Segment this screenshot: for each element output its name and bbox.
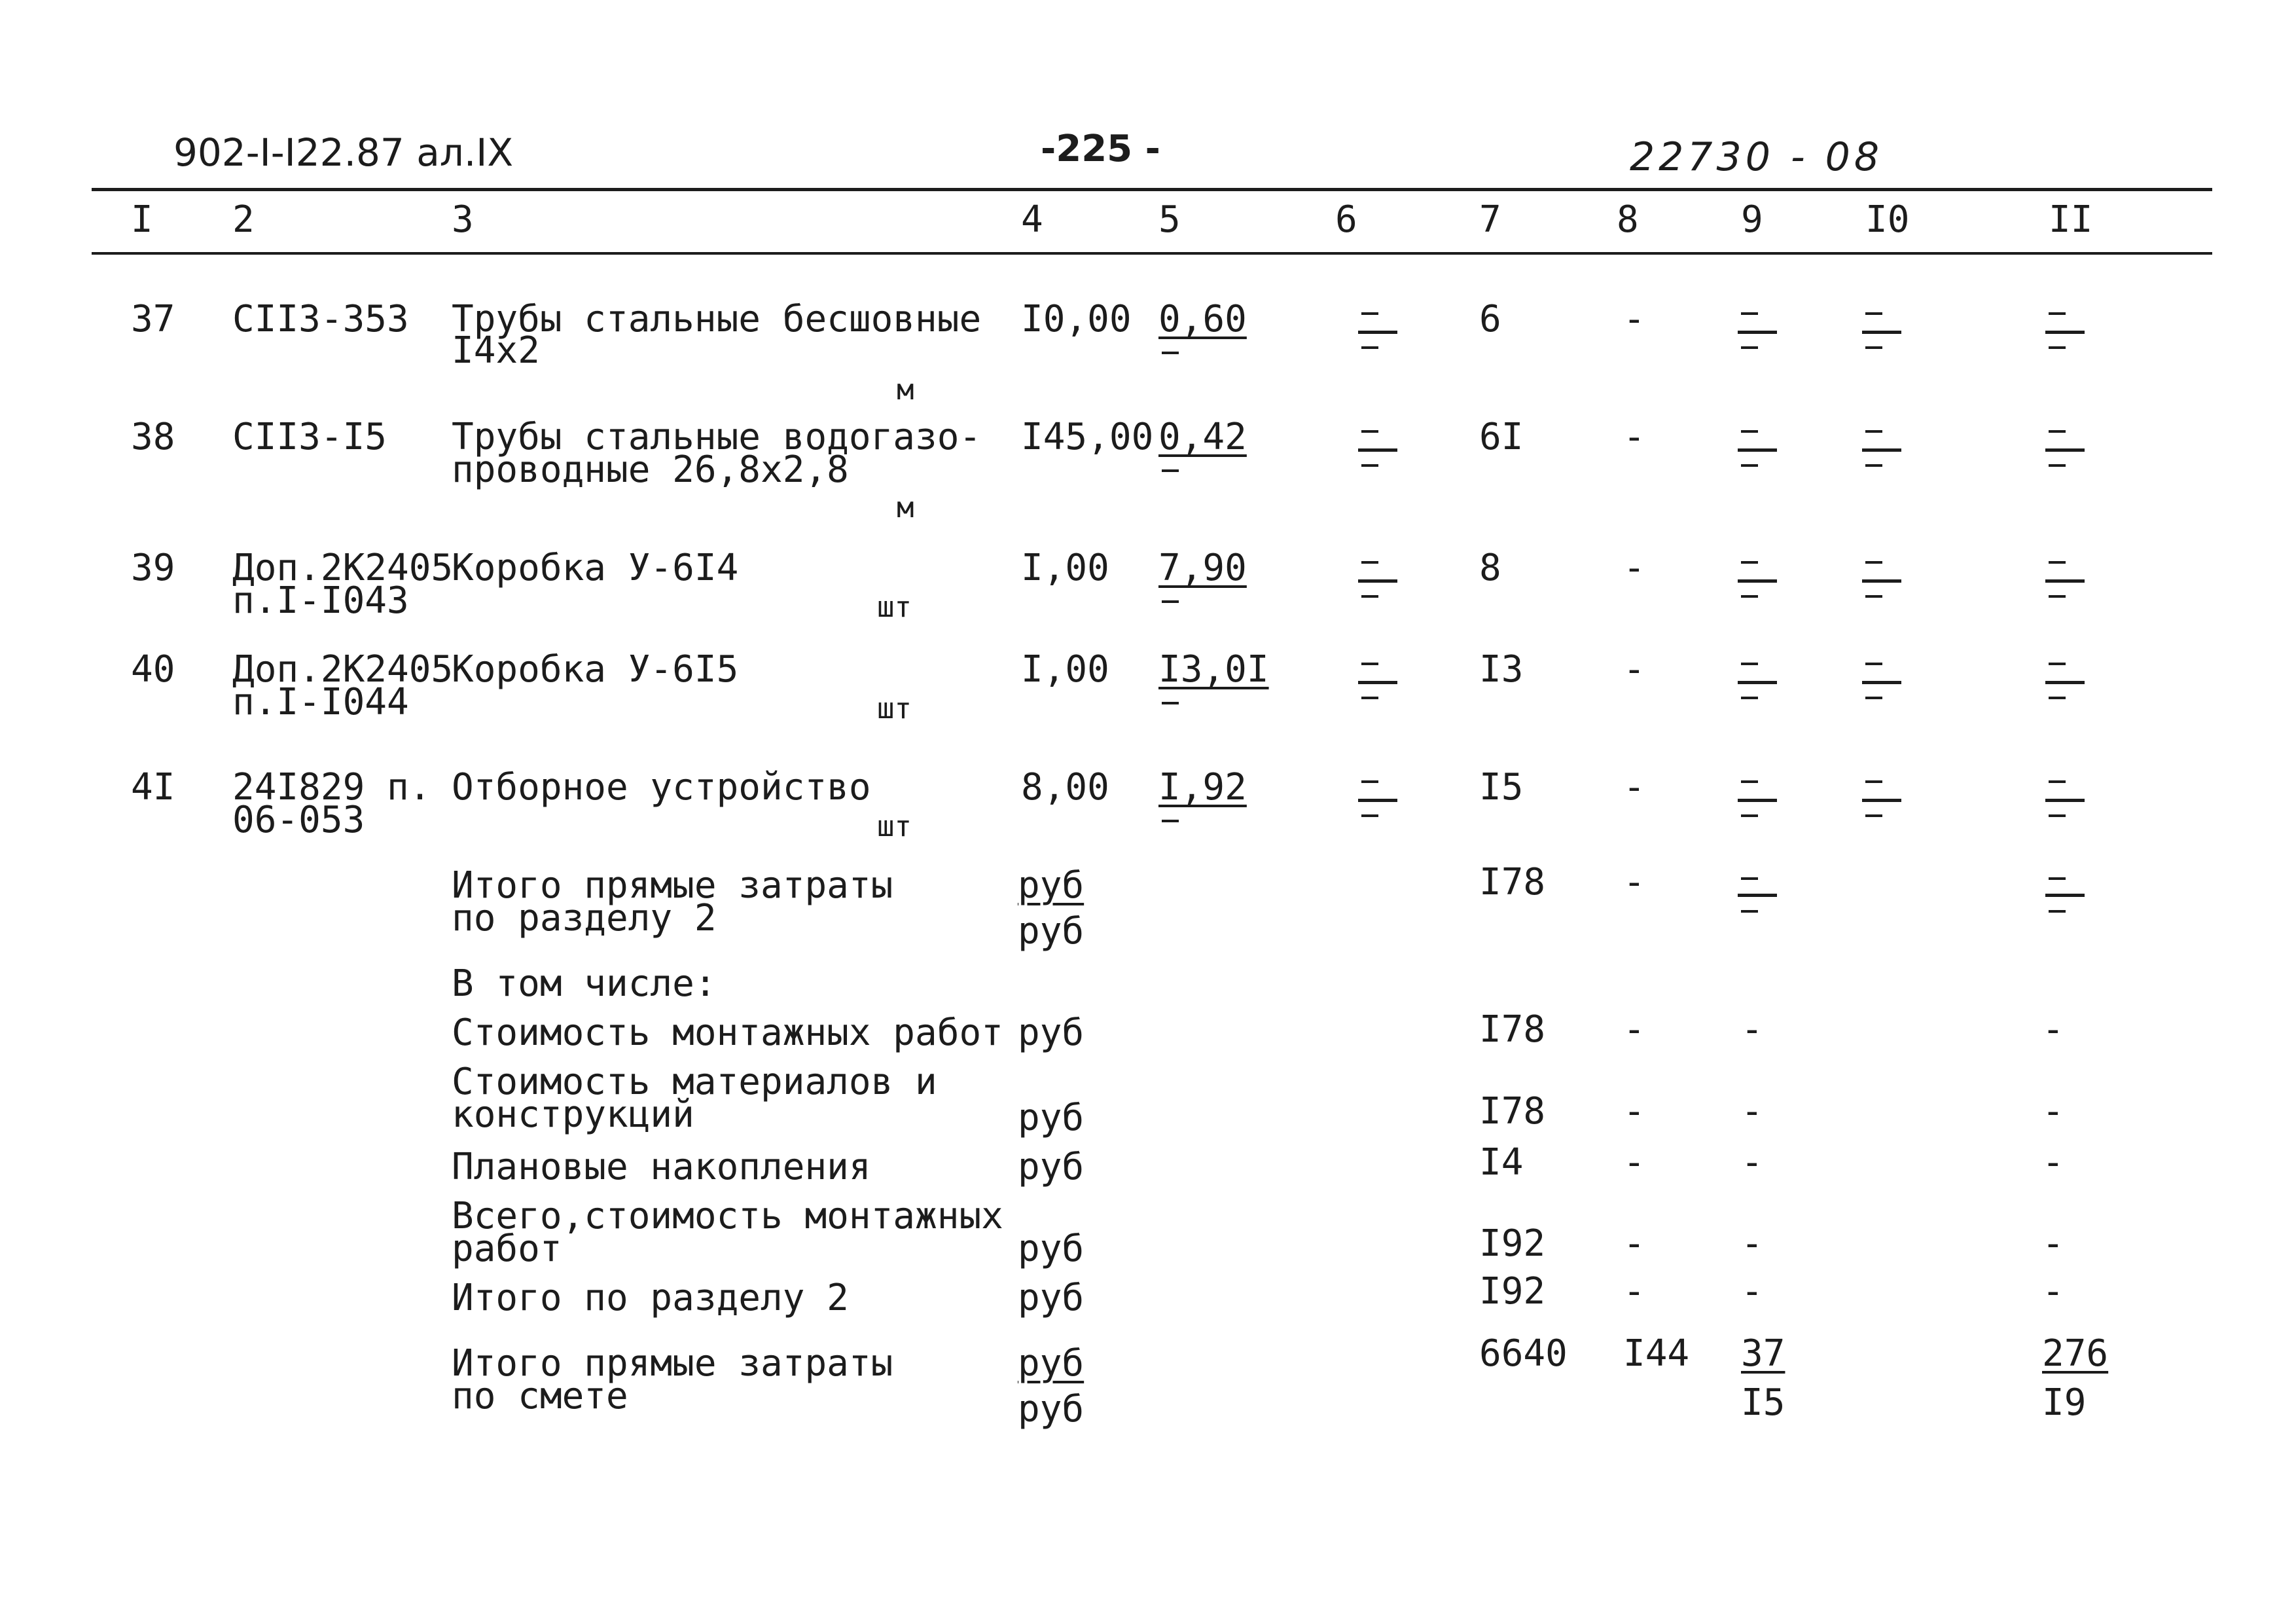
summary-label: Итого прямые затраты: [452, 864, 893, 907]
column-number: 8: [1617, 198, 1639, 241]
empty-mark-bar: [1358, 681, 1397, 684]
row-quantity: I,00: [1021, 648, 1109, 691]
row-number: 38: [131, 416, 175, 458]
empty-mark-lower: [2049, 697, 2066, 699]
empty-mark-bar: [1738, 681, 1777, 684]
row-quantity: I0,00: [1021, 298, 1132, 340]
empty-mark-upper: [1361, 561, 1378, 564]
summary-col8: I44: [1623, 1332, 1690, 1375]
empty-mark-bar: [1862, 579, 1901, 583]
row-number: 39: [131, 547, 175, 589]
empty-mark-bar: [1358, 448, 1397, 452]
empty-mark-bar: [1862, 331, 1901, 334]
summary-col11-top: 276: [2042, 1332, 2109, 1375]
empty-mark-lower: [1162, 352, 1179, 354]
row-unit: м: [897, 373, 914, 407]
empty-mark-lower: [1162, 600, 1179, 603]
empty-mark-upper: [1361, 780, 1378, 783]
summary-unit: руб: [1018, 1097, 1085, 1139]
summary-col9: -: [1741, 1270, 1763, 1313]
empty-mark-bar: [1862, 448, 1901, 452]
summary-col11: -: [2042, 1141, 2064, 1184]
empty-mark-lower: [2049, 464, 2066, 467]
empty-mark-lower: [1361, 814, 1378, 817]
row-unit: шт: [877, 810, 912, 843]
summary-col8: -: [1623, 1090, 1645, 1133]
page-number: -225 -: [1041, 128, 1160, 170]
summary-label-line2: конструкций: [452, 1093, 694, 1136]
summary-col11: -: [2042, 1008, 2064, 1051]
row-code-line2: 06-053: [232, 799, 365, 841]
empty-mark-lower: [1741, 464, 1758, 467]
column-number: 2: [232, 198, 255, 241]
empty-mark-upper: [1741, 312, 1758, 315]
summary-col8: -: [1623, 1270, 1645, 1313]
empty-mark-lower: [1865, 346, 1882, 349]
empty-mark-lower: [1741, 595, 1758, 598]
empty-mark-bar: [1358, 331, 1397, 334]
summary-label-line2: по разделу 2: [452, 897, 717, 939]
empty-mark-lower: [1741, 346, 1758, 349]
row-col8: -: [1623, 648, 1645, 691]
row-number: 37: [131, 298, 175, 340]
summary-col11: -: [2042, 1270, 2064, 1313]
empty-mark-bar: [1862, 681, 1901, 684]
row-col7: 6I: [1479, 416, 1524, 458]
summary-col11: -: [2042, 1222, 2064, 1265]
empty-mark-lower: [2049, 814, 2066, 817]
row-code: Доп.2К2405: [232, 648, 454, 691]
empty-mark-lower: [2049, 595, 2066, 598]
document-code: 902-I-I22.87 ал.IX: [173, 130, 514, 175]
summary-col9: -: [1741, 1008, 1763, 1051]
empty-mark-bar: [2045, 579, 2085, 583]
row-quantity: I,00: [1021, 547, 1109, 589]
empty-mark-bar: [1738, 448, 1777, 452]
row-col8: -: [1623, 766, 1645, 809]
row-price: 0,60: [1158, 298, 1247, 340]
row-col8: -: [1623, 298, 1645, 340]
summary-unit: руб: [1018, 1388, 1085, 1431]
summary-col9-top: 37: [1741, 1332, 1785, 1375]
empty-mark-upper: [2049, 430, 2066, 433]
empty-mark-lower: [1741, 814, 1758, 817]
summary-col7: I78: [1479, 1090, 1546, 1133]
row-quantity: I45,00: [1021, 416, 1154, 458]
row-number: 4I: [131, 766, 175, 809]
row-price: I,92: [1158, 766, 1247, 809]
summary-unit: руб: [1018, 1342, 1085, 1385]
row-unit: м: [897, 491, 914, 524]
empty-mark-lower: [1361, 346, 1378, 349]
row-col7: 8: [1479, 547, 1501, 589]
empty-mark-upper: [2049, 663, 2066, 665]
summary-col11: -: [2042, 1090, 2064, 1133]
empty-mark-bar: [1738, 579, 1777, 583]
empty-mark-upper: [2049, 312, 2066, 315]
summary-label-line2: работ: [452, 1228, 562, 1270]
row-code: СII3-I5: [232, 416, 387, 458]
summary-col7: I78: [1479, 1008, 1546, 1051]
row-col7: 6: [1479, 298, 1501, 340]
summary-col7: I4: [1479, 1141, 1524, 1184]
summary-label: Стоимость монтажных работ: [452, 1012, 1003, 1054]
row-code-line2: п.I-I044: [232, 681, 409, 723]
empty-mark-lower: [1162, 820, 1179, 822]
summary-col8: -: [1623, 861, 1645, 903]
summary-col9: -: [1741, 1141, 1763, 1184]
header-top-rule: [92, 188, 2212, 191]
column-number: 5: [1158, 198, 1181, 241]
empty-mark-upper: [2049, 561, 2066, 564]
row-col8: -: [1623, 416, 1645, 458]
row-code: 24I829 п.: [232, 766, 431, 809]
summary-col11-bottom: I9: [2042, 1381, 2087, 1424]
empty-mark-lower: [1361, 697, 1378, 699]
empty-mark-bar: [1738, 331, 1777, 334]
empty-mark-bar: [1358, 799, 1397, 802]
row-col8: -: [1623, 547, 1645, 589]
column-number: I0: [1865, 198, 1910, 241]
empty-mark-lower: [1741, 910, 1758, 913]
column-number: II: [2049, 198, 2093, 241]
empty-mark-upper: [1865, 312, 1882, 315]
empty-mark-lower: [1361, 464, 1378, 467]
empty-mark-upper: [1741, 663, 1758, 665]
row-code: Доп.2К2405: [232, 547, 454, 589]
summary-col7: I92: [1479, 1222, 1546, 1265]
summary-unit: руб: [1018, 910, 1085, 953]
row-description-line2: I4x2: [452, 329, 540, 372]
row-description: Трубы стальные бесшовные: [452, 298, 982, 340]
row-price: I3,0I: [1158, 648, 1269, 691]
including-heading: В том числе:: [452, 962, 717, 1005]
row-unit: шт: [877, 591, 912, 624]
summary-label: Итого по разделу 2: [452, 1277, 849, 1319]
empty-mark-upper: [1865, 780, 1882, 783]
column-number: 4: [1021, 198, 1043, 241]
summary-label: Итого прямые затраты: [452, 1342, 893, 1385]
summary-col8: -: [1623, 1141, 1645, 1184]
empty-mark-lower: [1162, 702, 1179, 704]
row-code-line2: п.I-I043: [232, 579, 409, 622]
empty-mark-bar: [1738, 799, 1777, 802]
empty-mark-upper: [1741, 780, 1758, 783]
empty-mark-lower: [1162, 469, 1179, 472]
summary-unit: руб: [1018, 864, 1085, 907]
empty-mark-bar: [1358, 579, 1397, 583]
row-description: Коробка У-6I4: [452, 547, 739, 589]
summary-col9-bottom: I5: [1741, 1381, 1785, 1424]
empty-mark-upper: [1741, 430, 1758, 433]
summary-label: Стоимость материалов и: [452, 1061, 937, 1103]
column-number: 9: [1741, 198, 1763, 241]
empty-mark-lower: [1865, 464, 1882, 467]
row-description: Отборное устройство: [452, 766, 871, 809]
row-description-line2: проводные 26,8x2,8: [452, 448, 849, 491]
empty-mark-upper: [2049, 877, 2066, 880]
sheet-code: 22730 - 08: [1630, 134, 1884, 180]
summary-col7: 6640: [1479, 1332, 1568, 1375]
column-number: 7: [1479, 198, 1501, 241]
empty-mark-lower: [1865, 697, 1882, 699]
summary-col7: I78: [1479, 861, 1546, 903]
summary-label: Всего,стоимость монтажных: [452, 1195, 1003, 1237]
empty-mark-bar: [2045, 448, 2085, 452]
summary-label: Плановые накопления: [452, 1146, 871, 1188]
empty-mark-bar: [2045, 799, 2085, 802]
row-col7: I5: [1479, 766, 1524, 809]
summary-unit: руб: [1018, 1146, 1085, 1188]
summary-unit: руб: [1018, 1012, 1085, 1054]
empty-mark-upper: [1361, 663, 1378, 665]
row-price: 7,90: [1158, 547, 1247, 589]
empty-mark-upper: [1865, 663, 1882, 665]
empty-mark-lower: [1865, 595, 1882, 598]
summary-col7: I92: [1479, 1270, 1546, 1313]
header-bottom-rule: [92, 252, 2212, 255]
empty-mark-bar: [2045, 681, 2085, 684]
row-col7: I3: [1479, 648, 1524, 691]
empty-mark-upper: [1741, 561, 1758, 564]
summary-col9: -: [1741, 1090, 1763, 1133]
summary-unit: руб: [1018, 1228, 1085, 1270]
column-number: 6: [1335, 198, 1357, 241]
empty-mark-upper: [1865, 430, 1882, 433]
row-code: СII3-353: [232, 298, 409, 340]
summary-col9: -: [1741, 1222, 1763, 1265]
empty-mark-upper: [2049, 780, 2066, 783]
empty-mark-bar: [2045, 331, 2085, 334]
summary-col8: -: [1623, 1222, 1645, 1265]
empty-mark-upper: [1361, 312, 1378, 315]
empty-mark-bar: [1738, 894, 1777, 897]
summary-unit: руб: [1018, 1277, 1085, 1319]
empty-mark-lower: [1741, 697, 1758, 699]
row-unit: шт: [877, 692, 912, 725]
empty-mark-bar: [2045, 894, 2085, 897]
summary-col8: -: [1623, 1008, 1645, 1051]
empty-mark-upper: [1741, 877, 1758, 880]
row-quantity: 8,00: [1021, 766, 1109, 809]
column-number: I: [131, 198, 153, 241]
row-number: 40: [131, 648, 175, 691]
summary-label-line2: по смете: [452, 1375, 628, 1417]
column-number: 3: [452, 198, 474, 241]
row-description: Трубы стальные водогазо-: [452, 416, 982, 458]
empty-mark-upper: [1361, 430, 1378, 433]
empty-mark-bar: [1862, 799, 1901, 802]
empty-mark-lower: [1865, 814, 1882, 817]
row-price: 0,42: [1158, 416, 1247, 458]
empty-mark-lower: [2049, 910, 2066, 913]
empty-mark-lower: [2049, 346, 2066, 349]
empty-mark-lower: [1361, 595, 1378, 598]
row-description: Коробка У-6I5: [452, 648, 739, 691]
empty-mark-upper: [1865, 561, 1882, 564]
